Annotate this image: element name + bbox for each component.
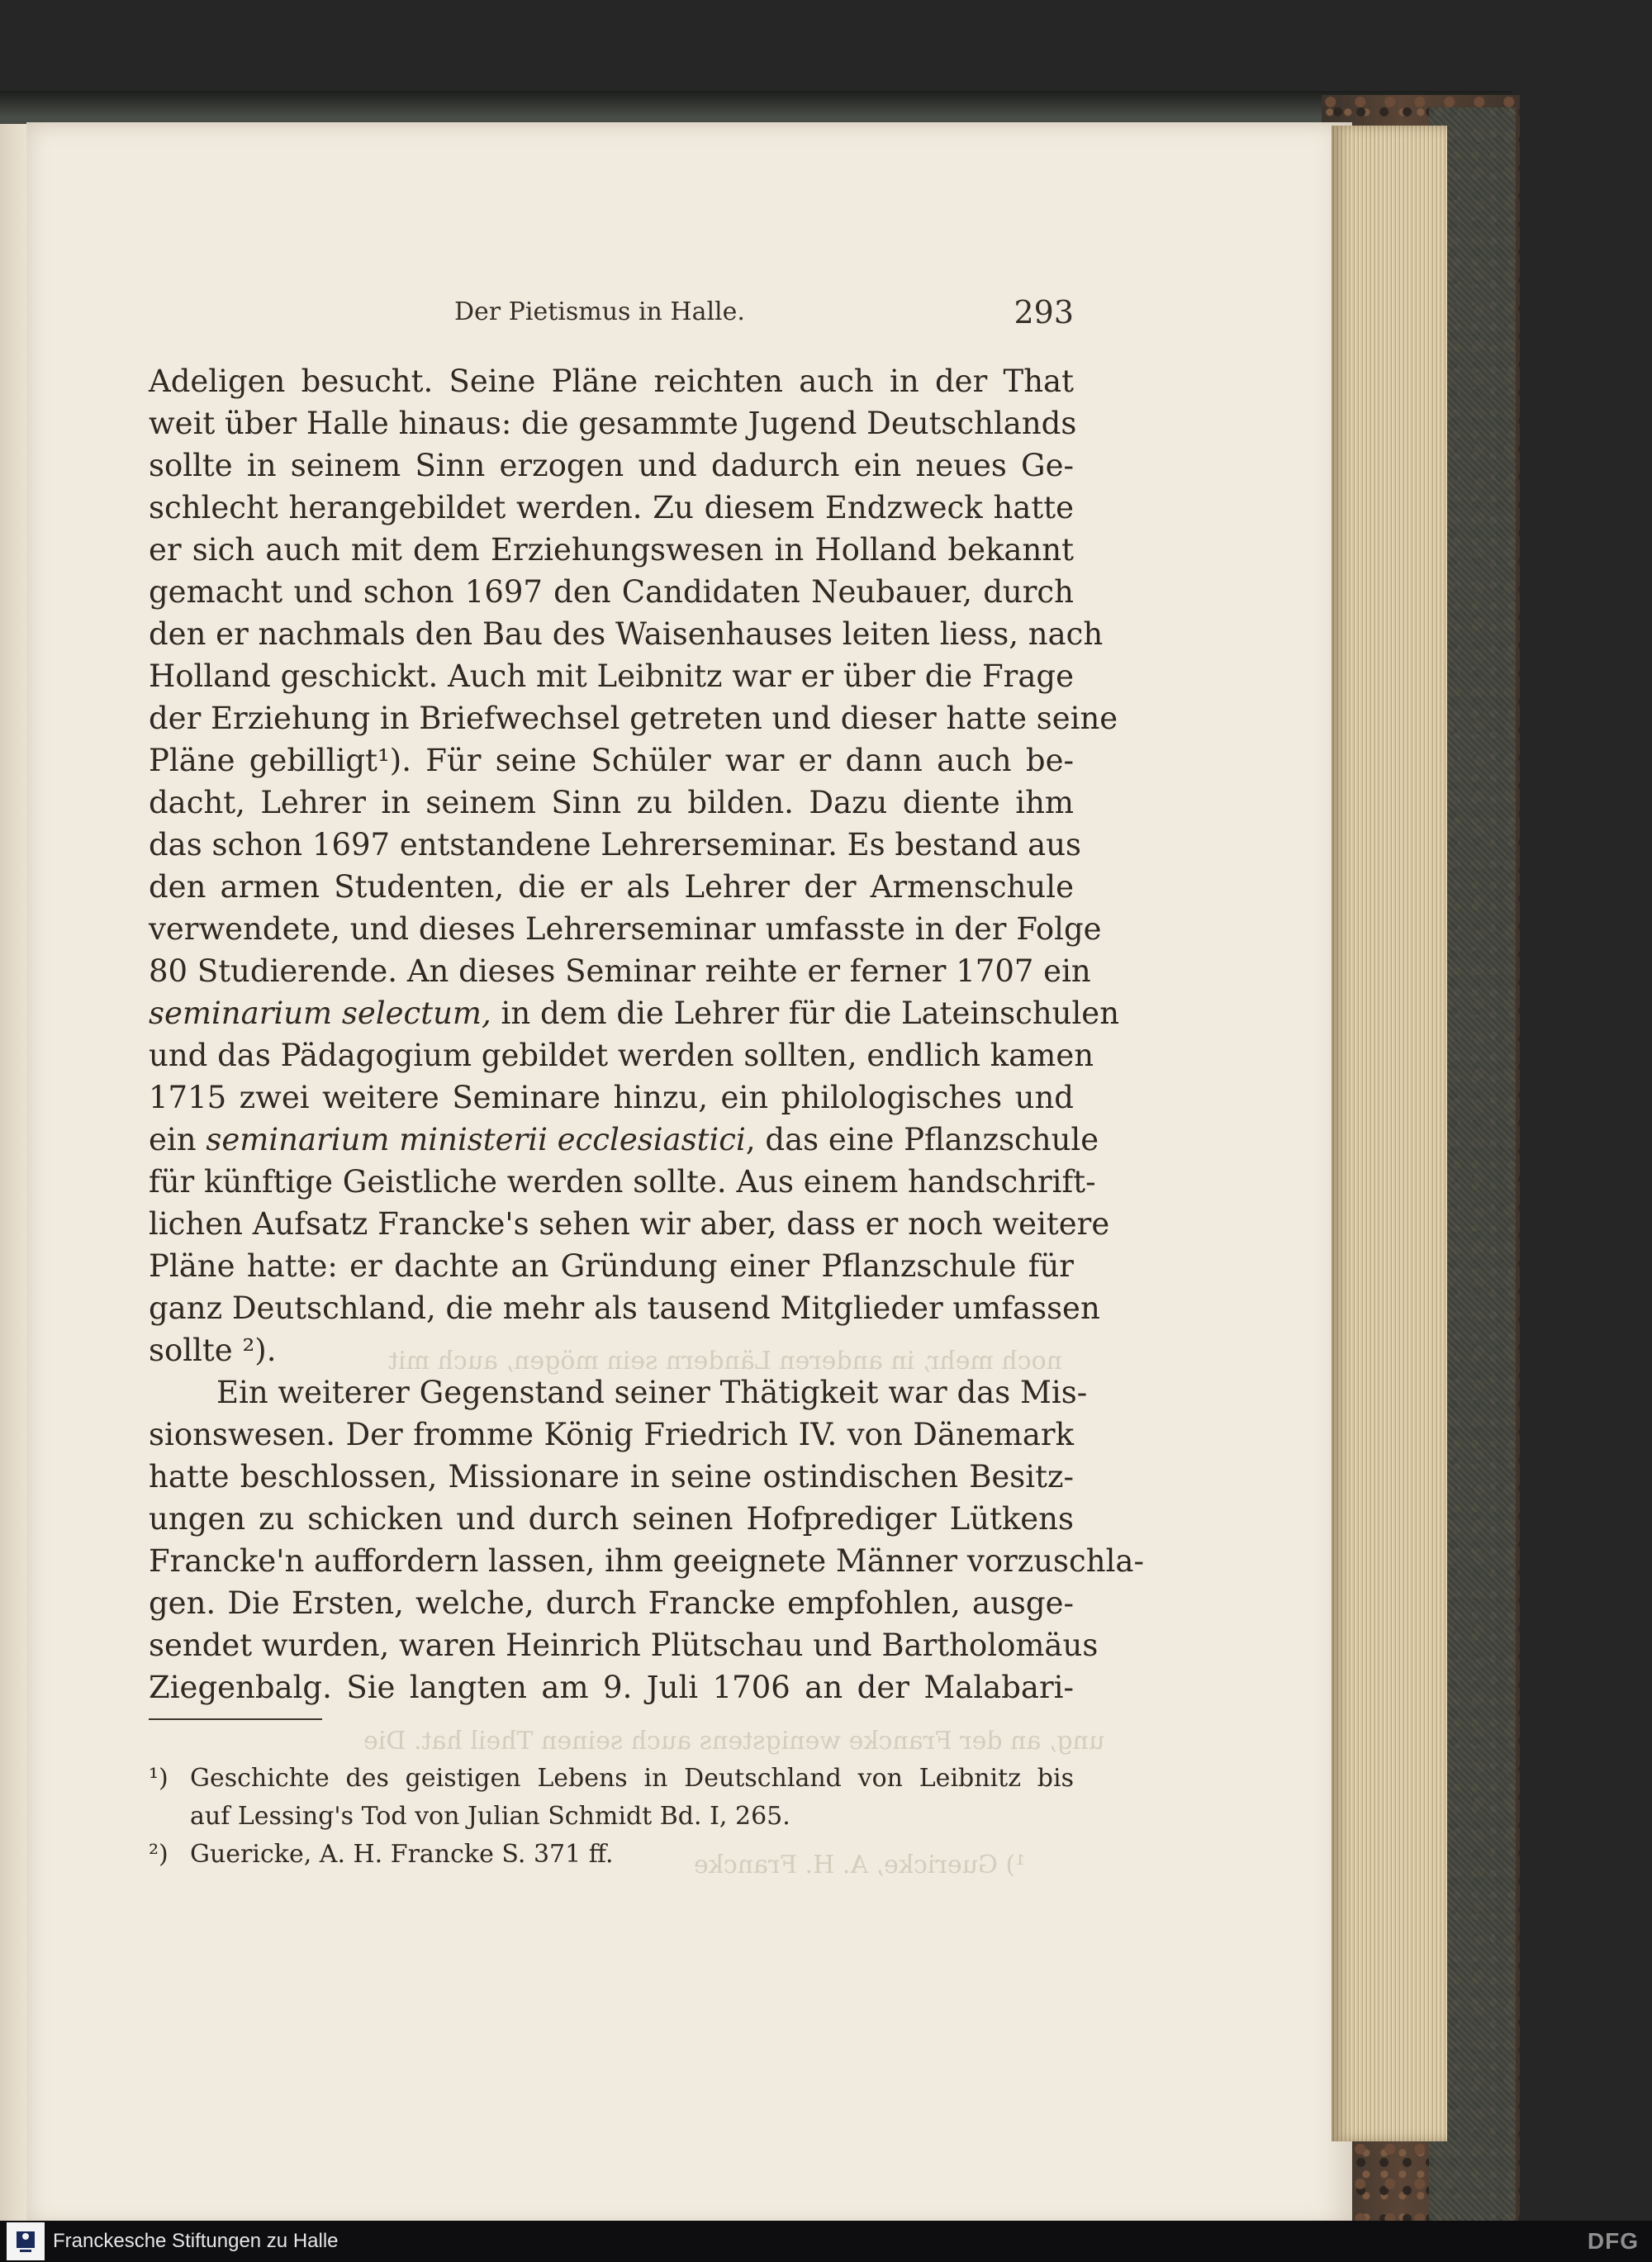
text-line: sendet wurden, waren Heinrich Plütschau und Bartholomäus bbox=[149, 1628, 1099, 1663]
text-line: der Erziehung in Briefwechsel getreten und dieser hatte seine bbox=[149, 701, 1118, 736]
show-through-text-1: noch mehr, in anderen Ländern sein mögen, auch mit bbox=[388, 1347, 1062, 1376]
text-line: Adeligen besucht. Seine Pläne reichten auch in der That bbox=[149, 364, 1074, 399]
text-line: hatte beschlossen, Missionare in seine ostindischen Besitz- bbox=[149, 1459, 1074, 1495]
text-line: Ein weiterer Gegenstand seiner Thätigkeit war das Mis- bbox=[216, 1375, 1088, 1410]
text-line: ganz Deutschland, die mehr als tausend Mitglieder umfassen bbox=[149, 1290, 1100, 1326]
text-line: für künftige Geistliche werden sollte. Aus einem handschrift- bbox=[149, 1164, 1096, 1200]
show-through-text-2: ung, an der Francke wenigstens auch seinen Theil hat. Die bbox=[363, 1727, 1105, 1756]
footnote-text: Guericke, A. H. Francke S. 371 ff. bbox=[190, 1840, 614, 1869]
institution-emblem-icon bbox=[13, 2226, 38, 2256]
text-line: Holland geschickt. Auch mit Leibnitz war er über die Frage bbox=[149, 658, 1074, 694]
text-line bbox=[149, 992, 1120, 1034]
footnote-2 bbox=[149, 1836, 1074, 1874]
text-line: sollte ²). bbox=[149, 1333, 277, 1368]
footnote-marker: ²) bbox=[149, 1840, 169, 1869]
text-line: dacht, Lehrer in seinem Sinn zu bilden. Dazu diente ihm bbox=[149, 785, 1074, 820]
text-line bbox=[149, 1119, 1099, 1161]
page-fore-edge bbox=[1332, 126, 1447, 2141]
running-head bbox=[149, 294, 1074, 339]
footnote-1-continued: auf Lessing's Tod von Julian Schmidt Bd. I, 265. bbox=[190, 1802, 790, 1831]
latin-term: seminarium selectum, bbox=[149, 996, 491, 1031]
text-line: gemacht und schon 1697 den Candidaten Neubauer, durch bbox=[149, 574, 1074, 610]
text-line: Francke'n auffordern lassen, ihm geeignete Männer vorzuschla- bbox=[149, 1543, 1144, 1579]
text-line: lichen Aufsatz Francke's sehen wir aber, dass er noch weitere bbox=[149, 1206, 1110, 1242]
text-line: weit über Halle hinaus: die gesammte Jugend Deutschlands bbox=[149, 406, 1077, 441]
text-line: verwendete, und dieses Lehrerseminar umfasste in der Folge bbox=[149, 911, 1102, 947]
text-line: 1715 zwei weitere Seminare hinzu, ein philologisches und bbox=[149, 1080, 1074, 1115]
text-line: schlecht herangebildet werden. Zu diesem Endzweck hatte bbox=[149, 490, 1074, 525]
footnote-marker: ¹) bbox=[149, 1764, 169, 1793]
footnote-1 bbox=[149, 1760, 1074, 1798]
text-line: Pläne hatte: er dachte an Gründung einer Pflanzschule für bbox=[149, 1248, 1074, 1284]
page-number: 293 bbox=[1014, 294, 1074, 330]
show-through-text-3: ¹) Guericke, A. H. Francke bbox=[694, 1851, 1026, 1879]
institution-logo[interactable] bbox=[7, 2222, 45, 2260]
text-line: gen. Die Ersten, welche, durch Francke empfohlen, ausge- bbox=[149, 1585, 1074, 1621]
body-text bbox=[149, 360, 1144, 1708]
text-line: sionswesen. Der fromme König Friedrich IV. von Dänemark bbox=[149, 1417, 1074, 1452]
text-span: ein bbox=[149, 1122, 206, 1157]
text-line: 80 Studierende. An dieses Seminar reihte er ferner 1707 ein bbox=[149, 953, 1091, 989]
running-title: Der Pietismus in Halle. bbox=[454, 297, 745, 326]
text-line: ungen zu schicken und durch seinen Hofprediger Lütkens bbox=[149, 1501, 1074, 1537]
text-line: Ziegenbalg. Sie langten am 9. Juli 1706 an der Malabari- bbox=[149, 1670, 1074, 1705]
dfg-logo: DFG bbox=[1587, 2228, 1639, 2254]
footnotes bbox=[149, 1760, 1074, 1874]
text-span: in dem die Lehrer für die Lateinschulen bbox=[491, 996, 1120, 1031]
footnote-text: Geschichte des geistigen Lebens in Deutschland von Leibnitz bis bbox=[190, 1764, 1074, 1793]
institution-name[interactable]: Franckesche Stiftungen zu Halle bbox=[53, 2230, 339, 2252]
latin-term: seminarium ministerii ecclesiastici bbox=[206, 1122, 746, 1157]
text-line: er sich auch mit dem Erziehungswesen in Holland bekannt bbox=[149, 532, 1074, 568]
footnote-divider bbox=[149, 1718, 322, 1720]
text-line: den er nachmals den Bau des Waisenhauses leiten liess, nach bbox=[149, 616, 1104, 652]
text-line: Pläne gebilligt¹). Für seine Schüler war er dann auch be- bbox=[149, 743, 1074, 778]
text-line: das schon 1697 entstandene Lehrerseminar. Es bestand aus bbox=[149, 827, 1082, 863]
text-line: und das Pädagogium gebildet werden sollten, endlich kamen bbox=[149, 1038, 1094, 1073]
text-line: den armen Studenten, die er als Lehrer der Armenschule bbox=[149, 869, 1074, 905]
text-span: , das eine Pflanzschule bbox=[745, 1122, 1099, 1157]
facing-page-edge bbox=[0, 124, 30, 2239]
viewer-footer bbox=[0, 2221, 1652, 2262]
text-line: sollte in seinem Sinn erzogen und dadurch ein neues Ge- bbox=[149, 448, 1074, 483]
